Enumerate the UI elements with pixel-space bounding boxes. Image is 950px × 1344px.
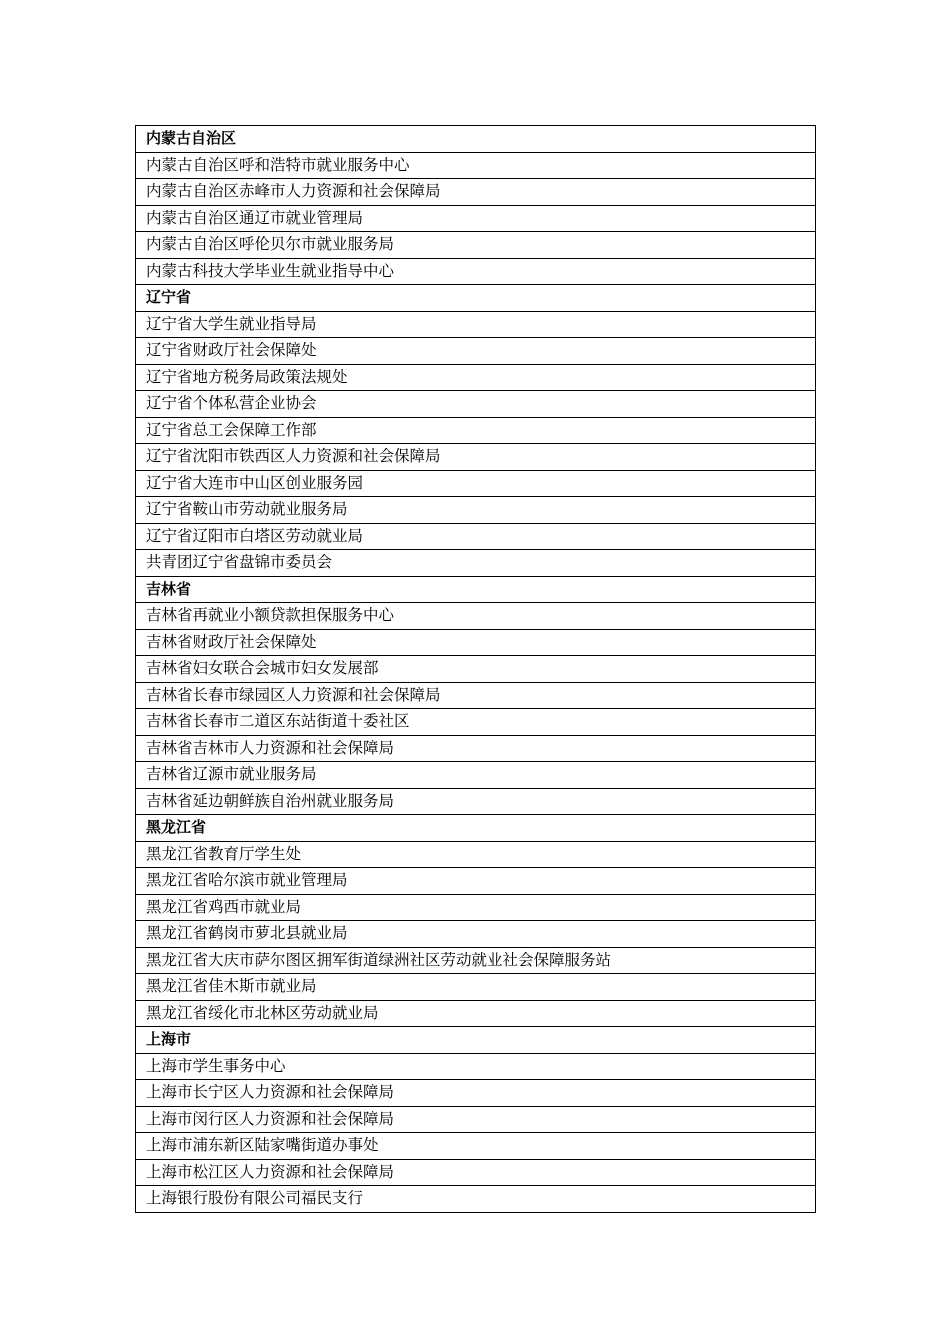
section-header-cell: 上海市 <box>136 1027 816 1054</box>
table-row <box>136 1000 816 1027</box>
table-row <box>136 470 816 497</box>
organization-name-cell: 内蒙古科技大学毕业生就业指导中心 <box>136 258 816 285</box>
organization-name-cell: 黑龙江省教育厅学生处 <box>136 841 816 868</box>
organization-name-cell: 吉林省再就业小额贷款担保服务中心 <box>136 603 816 630</box>
section-header-cell: 吉林省 <box>136 576 816 603</box>
table-row <box>136 444 816 471</box>
section-header-row <box>136 285 816 312</box>
table-row <box>136 1080 816 1107</box>
section-header-row <box>136 1027 816 1054</box>
table-row <box>136 152 816 179</box>
table-row <box>136 947 816 974</box>
organization-name-cell: 吉林省长春市绿园区人力资源和社会保障局 <box>136 682 816 709</box>
table-row <box>136 258 816 285</box>
organization-list-table <box>135 125 816 1213</box>
organization-name-cell: 黑龙江省鹤岗市萝北县就业局 <box>136 921 816 948</box>
organization-name-cell: 黑龙江省佳木斯市就业局 <box>136 974 816 1001</box>
section-header-cell: 辽宁省 <box>136 285 816 312</box>
organization-name-cell: 黑龙江省鸡西市就业局 <box>136 894 816 921</box>
organization-name-cell: 吉林省长春市二道区东站街道十委社区 <box>136 709 816 736</box>
section-header-cell: 黑龙江省 <box>136 815 816 842</box>
section-header-cell: 内蒙古自治区 <box>136 126 816 153</box>
table-row <box>136 364 816 391</box>
table-row <box>136 550 816 577</box>
table-row <box>136 205 816 232</box>
table-row <box>136 682 816 709</box>
table-row <box>136 1053 816 1080</box>
section-header-row <box>136 815 816 842</box>
organization-name-cell: 吉林省妇女联合会城市妇女发展部 <box>136 656 816 683</box>
organization-name-cell: 内蒙古自治区赤峰市人力资源和社会保障局 <box>136 179 816 206</box>
table-row <box>136 603 816 630</box>
organization-name-cell: 吉林省延边朝鲜族自治州就业服务局 <box>136 788 816 815</box>
organization-name-cell: 内蒙古自治区通辽市就业管理局 <box>136 205 816 232</box>
table-row <box>136 656 816 683</box>
organization-name-cell: 黑龙江省哈尔滨市就业管理局 <box>136 868 816 895</box>
organization-name-cell: 吉林省财政厅社会保障处 <box>136 629 816 656</box>
table-row <box>136 709 816 736</box>
organization-name-cell: 上海市学生事务中心 <box>136 1053 816 1080</box>
section-header-row <box>136 576 816 603</box>
table-row <box>136 868 816 895</box>
table-row <box>136 179 816 206</box>
table-row <box>136 921 816 948</box>
organization-name-cell: 上海市松江区人力资源和社会保障局 <box>136 1159 816 1186</box>
organization-name-cell: 内蒙古自治区呼伦贝尔市就业服务局 <box>136 232 816 259</box>
organization-name-cell: 辽宁省大学生就业指导局 <box>136 311 816 338</box>
organization-name-cell: 辽宁省地方税务局政策法规处 <box>136 364 816 391</box>
organization-name-cell: 共青团辽宁省盘锦市委员会 <box>136 550 816 577</box>
organization-name-cell: 内蒙古自治区呼和浩特市就业服务中心 <box>136 152 816 179</box>
organization-name-cell: 辽宁省个体私营企业协会 <box>136 391 816 418</box>
table-row <box>136 417 816 444</box>
table-row <box>136 788 816 815</box>
table-row <box>136 311 816 338</box>
organization-name-cell: 上海市闵行区人力资源和社会保障局 <box>136 1106 816 1133</box>
organization-name-cell: 上海市长宁区人力资源和社会保障局 <box>136 1080 816 1107</box>
organization-name-cell: 黑龙江省大庆市萨尔图区拥军街道绿洲社区劳动就业社会保障服务站 <box>136 947 816 974</box>
table-row <box>136 1159 816 1186</box>
table-row <box>136 1106 816 1133</box>
organization-name-cell: 辽宁省鞍山市劳动就业服务局 <box>136 497 816 524</box>
table-row <box>136 762 816 789</box>
table-row <box>136 497 816 524</box>
table-row <box>136 841 816 868</box>
table-row <box>136 894 816 921</box>
organization-name-cell: 吉林省辽源市就业服务局 <box>136 762 816 789</box>
organization-name-cell: 上海银行股份有限公司福民支行 <box>136 1186 816 1213</box>
table-body <box>136 126 816 1213</box>
table-row <box>136 391 816 418</box>
organization-name-cell: 吉林省吉林市人力资源和社会保障局 <box>136 735 816 762</box>
organization-name-cell: 上海市浦东新区陆家嘴街道办事处 <box>136 1133 816 1160</box>
table-row <box>136 1186 816 1213</box>
table-row <box>136 735 816 762</box>
table-row <box>136 1133 816 1160</box>
organization-name-cell: 辽宁省总工会保障工作部 <box>136 417 816 444</box>
organization-name-cell: 辽宁省大连市中山区创业服务园 <box>136 470 816 497</box>
organization-name-cell: 辽宁省沈阳市铁西区人力资源和社会保障局 <box>136 444 816 471</box>
organization-name-cell: 辽宁省财政厅社会保障处 <box>136 338 816 365</box>
table-row <box>136 232 816 259</box>
table-row <box>136 629 816 656</box>
organization-name-cell: 辽宁省辽阳市白塔区劳动就业局 <box>136 523 816 550</box>
section-header-row <box>136 126 816 153</box>
organization-name-cell: 黑龙江省绥化市北林区劳动就业局 <box>136 1000 816 1027</box>
table-row <box>136 338 816 365</box>
table-row <box>136 974 816 1001</box>
table-row <box>136 523 816 550</box>
